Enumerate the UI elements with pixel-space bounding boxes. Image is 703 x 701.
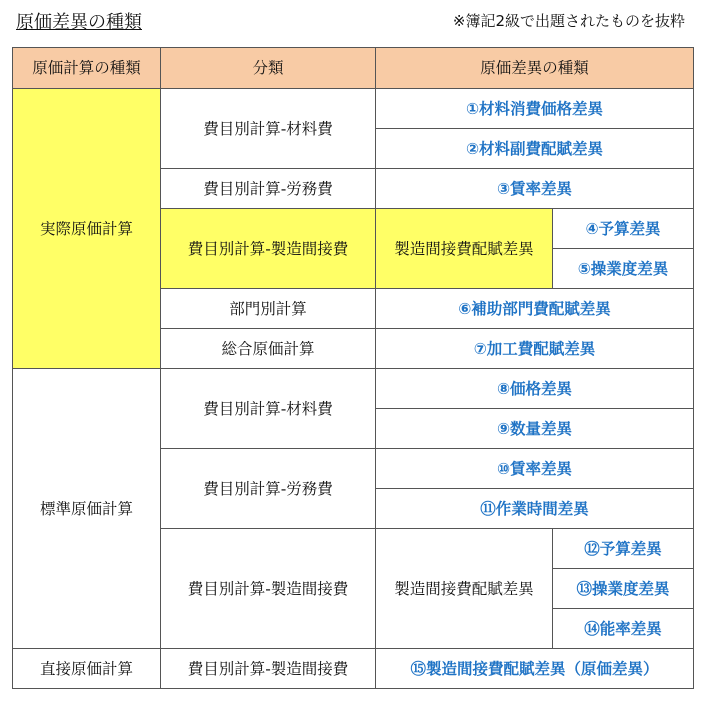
variance-item: ②材料副費配賦差異 bbox=[376, 129, 694, 169]
class-process-costing: 総合原価計算 bbox=[161, 329, 376, 369]
variance-item: ⑪作業時間差異 bbox=[376, 489, 694, 529]
variance-item: ⑫予算差異 bbox=[553, 529, 694, 569]
table-header-row bbox=[13, 48, 694, 89]
variance-item: ⑨数量差異 bbox=[376, 409, 694, 449]
variance-item: ⑬操業度差異 bbox=[553, 569, 694, 609]
class-department: 部門別計算 bbox=[161, 289, 376, 329]
overhead-allocation: 製造間接費配賦差異 bbox=[376, 209, 553, 289]
variance-item: ⑩賃率差異 bbox=[376, 449, 694, 489]
class-labor: 費目別計算-労務費 bbox=[161, 169, 376, 209]
variance-item: ⑤操業度差異 bbox=[553, 249, 694, 289]
variance-item: ⑮製造間接費配賦差異（原価差異） bbox=[376, 649, 694, 689]
source-note: ※簿記2級で出題されたものを抜粋 bbox=[452, 12, 685, 30]
variance-item: ④予算差異 bbox=[553, 209, 694, 249]
class-overhead: 費目別計算-製造間接費 bbox=[161, 649, 376, 689]
header-classification: 分類 bbox=[161, 48, 376, 89]
variance-item: ①材料消費価格差異 bbox=[376, 89, 694, 129]
class-overhead: 費目別計算-製造間接費 bbox=[161, 529, 376, 649]
header-variance-type: 原価差異の種類 bbox=[376, 48, 694, 89]
header-cost-type: 原価計算の種類 bbox=[13, 48, 161, 89]
variance-item: ⑥補助部門費配賦差異 bbox=[376, 289, 694, 329]
overhead-allocation: 製造間接費配賦差異 bbox=[376, 529, 553, 649]
class-overhead: 費目別計算-製造間接費 bbox=[161, 209, 376, 289]
table-row bbox=[13, 89, 694, 129]
category-actual-costing: 実際原価計算 bbox=[13, 89, 161, 369]
class-material: 費目別計算-材料費 bbox=[161, 89, 376, 169]
page-title: 原価差異の種類 bbox=[16, 12, 142, 33]
variance-item: ⑭能率差異 bbox=[553, 609, 694, 649]
table-row bbox=[13, 649, 694, 689]
variance-item: ⑧価格差異 bbox=[376, 369, 694, 409]
category-standard-costing: 標準原価計算 bbox=[13, 369, 161, 649]
class-labor: 費目別計算-労務費 bbox=[161, 449, 376, 529]
variance-table bbox=[12, 47, 694, 689]
variance-item: ⑦加工費配賦差異 bbox=[376, 329, 694, 369]
class-material: 費目別計算-材料費 bbox=[161, 369, 376, 449]
variance-item: ③賃率差異 bbox=[376, 169, 694, 209]
table-row bbox=[13, 369, 694, 409]
category-direct-costing: 直接原価計算 bbox=[13, 649, 161, 689]
